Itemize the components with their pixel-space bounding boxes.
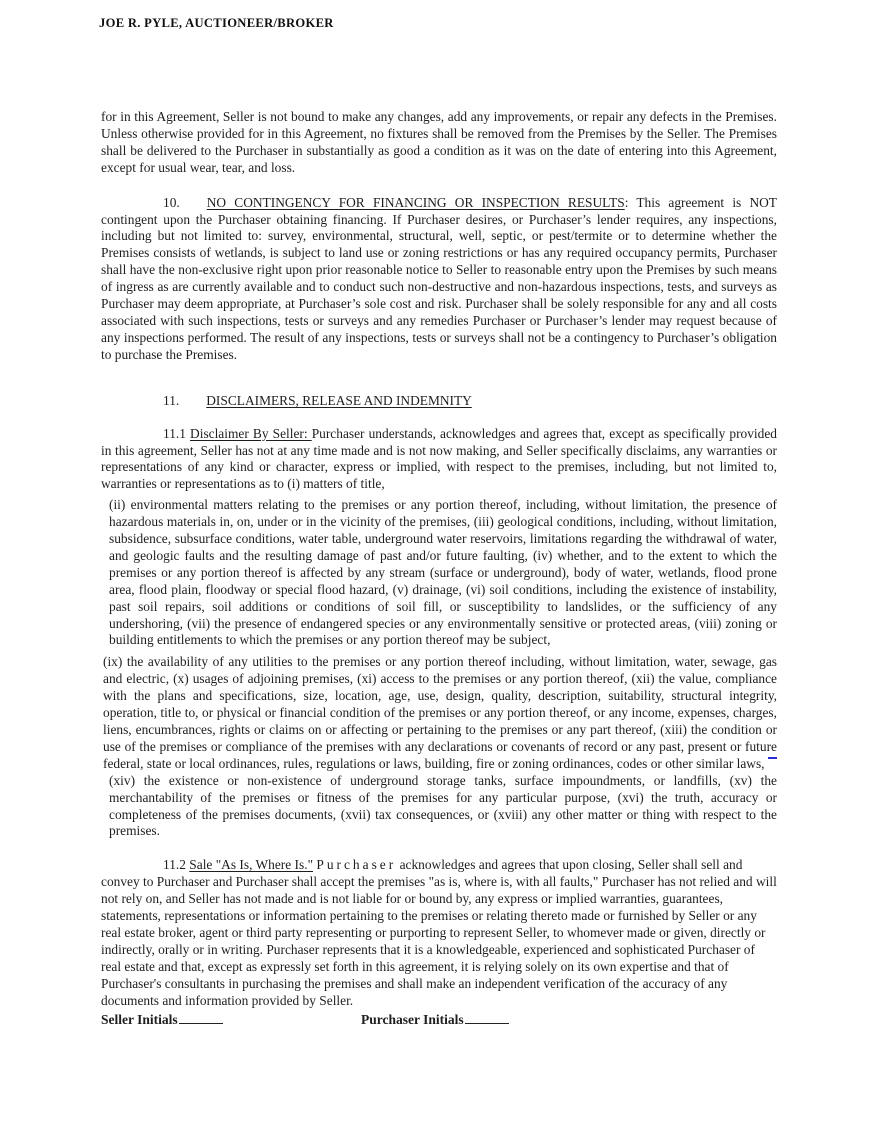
section-11-1-paragraph [101,426,777,494]
purchaser-initials-cell [361,1011,509,1028]
section-11-1-heading: Disclaimer By Seller: [190,425,312,441]
section-11-1-block-ix: (ix) the availability of any utilities to the premises or any portion thereof including, without limitation, water, sewage, gas and electric, (x) usages of adjoining premises, (xi) access to the premises or any portion thereof, (xii) the value, compliance with the plans and specifications, size, location, age, use, design, quality, description, suitability, structural integrity, operation, title to, or physical or financial condition of the premises or any portion thereof, or any income, expenses, charges, liens, encumbrances, rights or claims on or affecting or pertaining to the premises or any part thereof, (xiii) the condition or use of the premises or compliance of the premises with any declarations or covenants of record or any past, present or future federal, state or local ordinances, rules, regulations or laws, building, fire or zoning ordinances, codes or other similar laws, [103,654,777,771]
section-11-heading-line [101,393,777,410]
section-11-1-block-xiv: (xiv) the existence or non-existence of underground storage tanks, surface impoundments, or landfills, (xv) the merchantability of the premises or fitness of the premises for any particular purpose, (xvi) the truth, accuracy or completeness of the premises documents, (xvii) tax consequences, or (xviii) any other matter or thing with respect to the premises. [109,772,777,839]
seller-initials-cell [101,1011,361,1028]
section-11-2-heading: Sale "As Is, Where Is." [189,857,314,873]
seller-initials-blank-field[interactable] [179,1011,223,1024]
purchaser-initials-blank-field[interactable] [465,1011,509,1024]
initials-row [101,1011,777,1028]
page-title: JOE R. PYLE, AUCTIONEER/BROKER [99,16,334,30]
document-body [101,109,777,1028]
section-10-number: 10. [163,194,180,210]
section-11-2-spaced-word: Purchaser [316,857,397,873]
section-11-2-text: acknowledges and agrees that upon closing, Seller shall sell and convey to Purchaser and Purchaser shall accept the premises "as is, where is, with all faults," Purchaser has not relied and will not rely on, and Seller has not made and is not liable for or bound by, any express or implied warranties, guarantees, statements, representations or information pertaining to the premises or relating thereto made or furnished by Seller or any real estate broker, agent or third party representing or purporting to represent Seller, to whomever made or given, directly or indirectly, orally or in writing. Purchaser represents that it is a knowledgeable, experienced and sophisticated Purchaser of real estate and that, except as expressly set forth in this agreement, it is relying solely on its own expertise and that of Purchaser's consultants in purchasing the premises and shall make an independent verification of the accuracy of any documents and information provided by Seller. [101,857,777,1008]
section-11-1-text: Purchaser understands, acknowledges and agrees that, except as specifically provided in this agreement, Seller has not at any time made and is not now making, and Seller specifically disclaims, any warranties or representations of any kind or character, express or implied, with respect to the premises, including, but not limited to, warranties or representations as to (i) matters of title, [101,425,777,492]
section-11-1-number: 11.1 [163,425,186,441]
section-11-1-block-ii: (ii) environmental matters relating to the premises or any portion thereof, including, without limitation, the presence of hazardous materials in, on, under or in the vicinity of the premises, (iii) geological conditions, including, without limitation, subsidence, subsurface conditions, water table, underground water reservoirs, limitations regarding the withdrawal of water, and geologic faults and the resulting damage of past and/or future faulting, (iv) whether, and to the extent to which the premises or any portion thereof is affected by any stream (surface or underground), body of water, wetlands, flood prone area, flood plain, floodway or special flood hazard, (v) drainage, (vi) soil conditions, including the existence of instability, past soil repairs, soil additions or conditions of soil fill, or susceptibility to landslides, or the sufficiency of any undershoring, (vii) the presence of endangered species or any environmentally sensitive or protected areas, (viii) zoning or building entitlements to which the premises or any portion thereof may be subject, [109,497,777,648]
section-10-paragraph [101,195,777,364]
section-11-heading: DISCLAIMERS, RELEASE AND INDEMNITY [206,392,472,408]
seller-initials-label: Seller Initials [101,1011,178,1027]
revision-dash-mark [768,757,777,759]
section-11-2-number: 11.2 [163,857,186,873]
section-11-2-paragraph [101,857,777,1009]
section-10-heading: NO CONTINGENCY FOR FINANCING OR INSPECTION RESULTS [206,194,625,210]
section-11-number: 11. [163,392,180,408]
section-10-text: : This agreement is NOT contingent upon the Purchaser obtaining financing. If Purchaser desires, or Purchaser’s lender requires, any inspections, including but not limited to: survey, environmental, structural, well, septic, or pest/termite or to determine whether the Premises consists of wetlands, is subject to land use or zoning restrictions or has any required occupancy permits, Purchaser shall have the non-exclusive right upon prior reasonable notice to Seller to reasonable entry upon the Premises by such means of ingress as are currently available and to conduct such non-destructive and non-hazardous inspections, tests, and surveys as Purchaser may deem appropriate, at Purchaser’s sole cost and risk. Purchaser shall be solely responsible for any and all costs associated with such inspections, tests or surveys and any remedies Purchaser or Purchaser’s lender may request because of any inspections performed. The result of any inspections, tests or surveys shall not be a contingency to Purchaser’s obligation to purchase the Premises. [101,194,777,362]
purchaser-initials-label: Purchaser Initials [361,1011,464,1027]
intro-paragraph: for in this Agreement, Seller is not bound to make any changes, add any improvements, or repair any defects in the Premises. Unless otherwise provided for in this Agreement, no fixtures shall be removed from the Premises by the Seller. The Premises shall be delivered to the Purchaser in substantially as good a condition as it was on the date of entering into this Agreement, except for usual wear, tear, and loss. [101,109,777,175]
